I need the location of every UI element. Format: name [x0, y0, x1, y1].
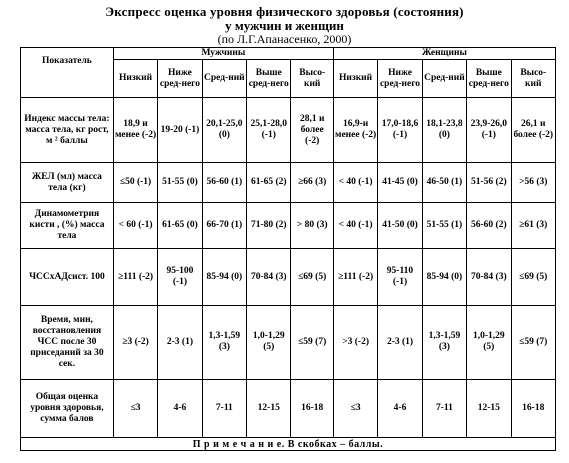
- value-cell: 16,9-и менее (-2): [333, 98, 377, 163]
- value-cell: 95-110 (-1): [378, 249, 422, 306]
- value-cell: 7-11: [202, 379, 246, 438]
- indicator-cell: Время, мин, восстановления ЧСС после 30 приседаний за 30 сек.: [21, 305, 114, 379]
- value-cell: ≤59 (7): [291, 305, 333, 379]
- value-cell: 18,1-23,8 (0): [422, 98, 466, 163]
- value-cell: 12-15: [247, 379, 291, 438]
- level-header: Сред-ний: [422, 60, 466, 98]
- level-header: Низкий: [333, 60, 377, 98]
- indicator-cell: Индекс массы тела: масса тела, кг рост, м ² баллы: [21, 98, 114, 163]
- table-row: [21, 305, 556, 379]
- document-subtitle: у мужчин и женщин: [225, 18, 344, 33]
- value-cell: > 80 (3): [291, 203, 333, 249]
- value-cell: 1,3-1,59 (3): [422, 305, 466, 379]
- indicator-cell: ЖЕЛ (мл) масса тела (кг): [21, 163, 114, 203]
- value-cell: < 60 (-1): [113, 203, 157, 249]
- value-cell: 85-94 (0): [202, 249, 246, 306]
- value-cell: ≥61 (3): [511, 203, 555, 249]
- value-cell: 70-84 (3): [467, 249, 511, 306]
- value-cell: 66-70 (1): [202, 203, 246, 249]
- value-cell: 41-45 (0): [378, 163, 422, 203]
- value-cell: 18,9 и менее (-2): [113, 98, 157, 163]
- note-row: [21, 438, 556, 451]
- level-header: Выше сред-него: [467, 60, 511, 98]
- health-assessment-table: [20, 47, 556, 451]
- value-cell: 17,0-18,6 (-1): [378, 98, 422, 163]
- value-cell: ≥66 (3): [291, 163, 333, 203]
- value-cell: 56-60 (1): [202, 163, 246, 203]
- value-cell: ≤59 (7): [511, 305, 555, 379]
- value-cell: 1,0-1,29 (5): [247, 305, 291, 379]
- value-cell: 1,3-1,59 (3): [202, 305, 246, 379]
- table-row: [21, 379, 556, 438]
- level-header: Выше сред-него: [247, 60, 291, 98]
- group-header-men: Мужчины: [113, 48, 333, 60]
- value-cell: 23,9-26,0 (-1): [467, 98, 511, 163]
- group-header-women: Женщины: [333, 48, 555, 60]
- value-cell: 56-60 (2): [467, 203, 511, 249]
- level-header: Сред-ний: [202, 60, 246, 98]
- level-header: Ниже сред-него: [378, 60, 422, 98]
- value-cell: 20,1-25,0 (0): [202, 98, 246, 163]
- table-row: [21, 203, 556, 249]
- level-header: Низкий: [113, 60, 157, 98]
- value-cell: 7-11: [422, 379, 466, 438]
- value-cell: ≤3: [113, 379, 157, 438]
- value-cell: ≥3 (-2): [113, 305, 157, 379]
- table-row: [21, 249, 556, 306]
- value-cell: 61-65 (0): [158, 203, 202, 249]
- value-cell: < 40 (-1): [333, 163, 377, 203]
- value-cell: 25,1-28,0 (-1): [247, 98, 291, 163]
- value-cell: 28,1 и более (-2): [291, 98, 333, 163]
- value-cell: 16-18: [511, 379, 555, 438]
- value-cell: 85-94 (0): [422, 249, 466, 306]
- value-cell: 61-65 (2): [247, 163, 291, 203]
- value-cell: 26,1 и более (-2): [511, 98, 555, 163]
- value-cell: 12-15: [467, 379, 511, 438]
- value-cell: 41-50 (0): [378, 203, 422, 249]
- level-header: Ниже сред-него: [158, 60, 202, 98]
- value-cell: < 40 (-1): [333, 203, 377, 249]
- indicator-cell: Динамометрия кисти , (%) масса тела: [21, 203, 114, 249]
- document-title: Экспресс оценка уровня физического здоровья (состояния): [105, 4, 464, 19]
- value-cell: 16-18: [291, 379, 333, 438]
- value-cell: 2-3 (1): [378, 305, 422, 379]
- value-cell: 70-84 (3): [247, 249, 291, 306]
- value-cell: >56 (3): [511, 163, 555, 203]
- indicator-cell: Общая оценка уровня здоровья, сумма балов: [21, 379, 114, 438]
- document-source: (по Л.Г.Апанасенко, 2000): [217, 32, 352, 46]
- value-cell: ≤69 (5): [291, 249, 333, 306]
- value-cell: ≤69 (5): [511, 249, 555, 306]
- indicator-cell: ЧССхАДсист. 100: [21, 249, 114, 306]
- value-cell: 71-80 (2): [247, 203, 291, 249]
- value-cell: 2-3 (1): [158, 305, 202, 379]
- value-cell: ≤50 (-1): [113, 163, 157, 203]
- level-header: Высо-кий: [291, 60, 333, 98]
- value-cell: 19-20 (-1): [158, 98, 202, 163]
- value-cell: ≥111 (-2): [113, 249, 157, 306]
- value-cell: 51-55 (0): [158, 163, 202, 203]
- value-cell: 1,0-1,29 (5): [467, 305, 511, 379]
- value-cell: ≤3: [333, 379, 377, 438]
- value-cell: 4-6: [378, 379, 422, 438]
- table-note: П р и м е ч а н и е. В скобках – баллы.: [21, 438, 556, 451]
- value-cell: 51-56 (2): [467, 163, 511, 203]
- value-cell: ≥111 (-2): [333, 249, 377, 306]
- value-cell: 46-50 (1): [422, 163, 466, 203]
- table-row: [21, 163, 556, 203]
- level-header: Высо-кий: [511, 60, 555, 98]
- value-cell: 4-6: [158, 379, 202, 438]
- value-cell: 51-55 (1): [422, 203, 466, 249]
- value-cell: 95-100 (-1): [158, 249, 202, 306]
- value-cell: >3 (-2): [333, 305, 377, 379]
- table-row: [21, 98, 556, 163]
- indicator-header: Показатель: [21, 48, 114, 98]
